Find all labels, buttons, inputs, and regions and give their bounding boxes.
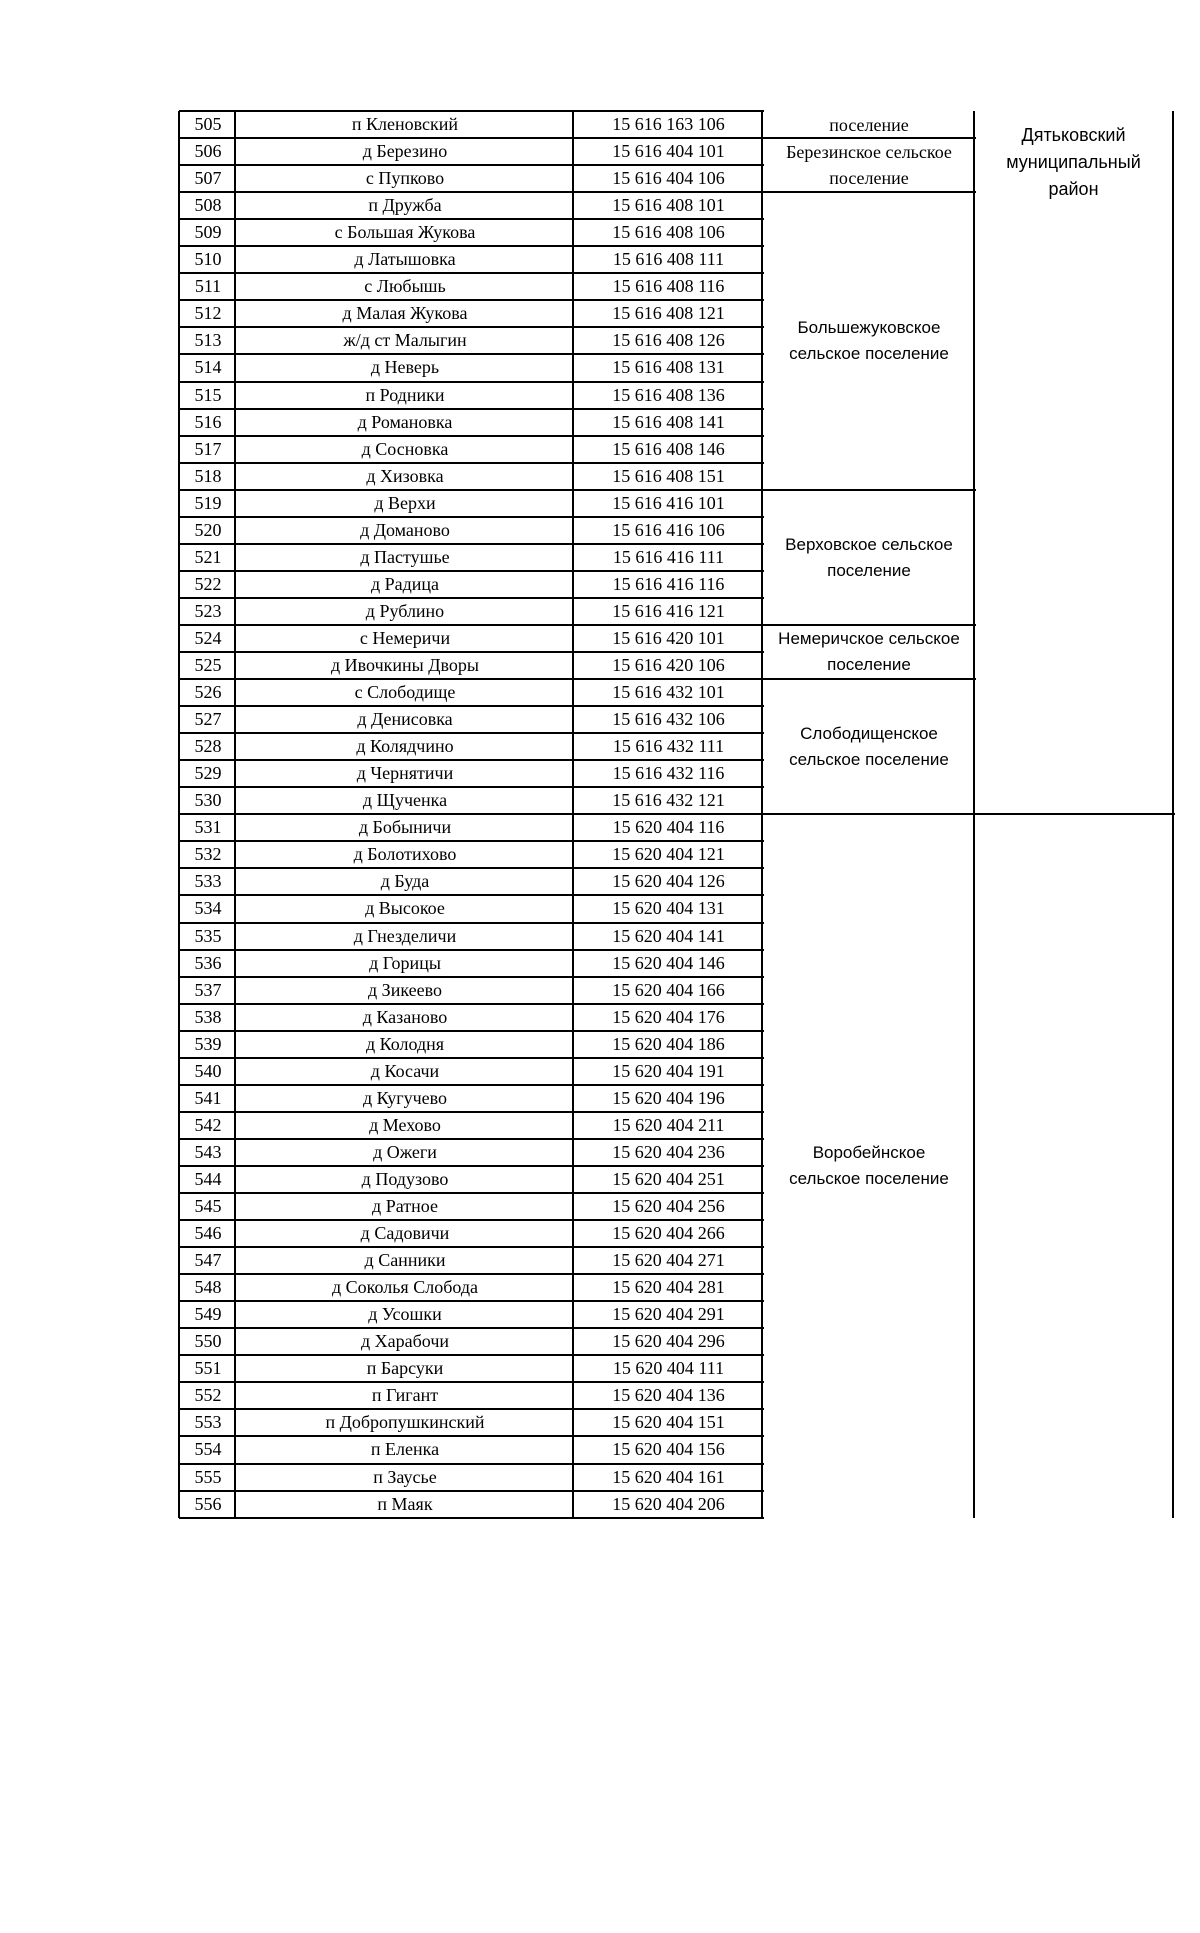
row-divider xyxy=(179,759,764,761)
row-divider xyxy=(179,678,764,680)
settlement-cell xyxy=(764,192,974,490)
row-num-cell: 516 xyxy=(194,412,222,432)
row-code-cell: 15 620 404 186 xyxy=(612,1034,725,1054)
row-num-cell: 526 xyxy=(194,682,222,702)
row-num-cell: 523 xyxy=(194,601,222,621)
row-name-cell: д Колодня xyxy=(365,1034,445,1054)
row-num-cell: 556 xyxy=(194,1494,222,1514)
row-num-cell: 519 xyxy=(194,493,222,513)
row-divider xyxy=(179,381,764,383)
row-divider xyxy=(179,1219,764,1221)
row-divider xyxy=(179,1111,764,1113)
row-name-cell: с Любышь xyxy=(364,276,446,296)
row-code-cell: 15 620 404 151 xyxy=(612,1412,725,1432)
row-num-cell: 528 xyxy=(194,736,222,756)
row-name-cell: д Высокое xyxy=(365,898,445,918)
row-divider xyxy=(179,786,764,788)
row-name-cell: п Заусье xyxy=(373,1467,437,1487)
row-code-cell: 15 616 420 106 xyxy=(612,655,725,675)
row-num-cell: 540 xyxy=(194,1061,222,1081)
row-num-cell: 507 xyxy=(194,168,222,188)
row-num-cell: 549 xyxy=(194,1304,222,1324)
row-divider xyxy=(179,353,764,355)
row-divider xyxy=(179,543,764,545)
row-name-cell: п Кленовский xyxy=(351,114,459,134)
row-name-cell: п Барсуки xyxy=(366,1358,444,1378)
row-name-cell: д Садовичи xyxy=(360,1223,450,1243)
row-divider xyxy=(179,867,764,869)
row-divider xyxy=(179,191,764,193)
row-code-cell: 15 616 163 106 xyxy=(612,114,725,134)
row-num-cell: 517 xyxy=(194,439,222,459)
row-code-cell: 15 620 404 206 xyxy=(612,1494,725,1514)
row-name-cell: п Гигант xyxy=(371,1385,439,1405)
row-num-cell: 552 xyxy=(194,1385,222,1405)
row-divider xyxy=(179,489,764,491)
row-divider xyxy=(179,245,764,247)
row-num-cell: 508 xyxy=(194,195,222,215)
row-name-cell: п Дружба xyxy=(368,195,442,215)
row-code-cell: 15 616 408 121 xyxy=(612,303,725,323)
row-num-cell: 543 xyxy=(194,1142,222,1162)
row-divider xyxy=(179,326,764,328)
column-divider xyxy=(761,111,763,1518)
row-name-cell: д Косачи xyxy=(370,1061,440,1081)
row-divider xyxy=(179,1246,764,1248)
row-num-cell: 522 xyxy=(194,574,222,594)
row-name-cell: д Соколья Слобода xyxy=(331,1277,478,1297)
settlement-name-line: сельское поселение xyxy=(789,749,949,769)
row-name-cell: д Ожеги xyxy=(373,1142,437,1162)
row-name-cell: п Маяк xyxy=(377,1494,433,1514)
row-code-cell: 15 616 420 101 xyxy=(612,628,725,648)
row-name-cell: д Гнезделичи xyxy=(353,926,457,946)
row-name-cell: д Зикеево xyxy=(368,980,442,1000)
row-divider xyxy=(179,1057,764,1059)
row-code-cell: 15 620 404 126 xyxy=(612,871,725,891)
row-name-cell: ж/д ст Малыгин xyxy=(343,330,467,350)
settlement-name-line: сельское поселение xyxy=(789,344,949,363)
row-num-cell: 535 xyxy=(194,926,222,946)
row-code-cell: 15 620 404 211 xyxy=(612,1115,725,1135)
row-code-cell: 15 620 404 131 xyxy=(612,898,725,918)
district-cell xyxy=(976,112,1171,212)
row-code-cell: 15 620 404 111 xyxy=(612,1358,725,1378)
row-num-cell: 539 xyxy=(194,1034,222,1054)
row-divider xyxy=(179,1300,764,1302)
row-name-cell: д Доманово xyxy=(360,520,450,540)
row-code-cell: 15 616 408 101 xyxy=(612,195,725,215)
row-num-cell: 553 xyxy=(194,1412,222,1432)
settlement-name-line: Немеричское сельское xyxy=(778,629,960,648)
row-code-cell: 15 620 404 156 xyxy=(612,1439,725,1459)
row-code-cell: 15 616 432 106 xyxy=(612,709,725,729)
settlement-name-line: поселение xyxy=(829,114,909,135)
row-code-cell: 15 620 404 251 xyxy=(612,1169,725,1189)
district-name-line: муниципальный xyxy=(1006,151,1141,172)
row-name-cell: с Слободище xyxy=(354,682,456,702)
row-name-cell: д Буда xyxy=(380,871,430,891)
row-divider xyxy=(179,624,764,626)
row-divider xyxy=(179,1165,764,1167)
row-divider xyxy=(179,435,764,437)
row-code-cell: 15 620 404 136 xyxy=(612,1385,725,1405)
row-divider xyxy=(179,840,764,842)
row-code-cell: 15 616 404 106 xyxy=(612,168,725,188)
row-divider xyxy=(179,651,764,653)
row-num-cell: 533 xyxy=(194,871,222,891)
row-name-cell: с Немеричи xyxy=(359,628,451,648)
row-num-cell: 514 xyxy=(194,357,222,377)
row-num-cell: 531 xyxy=(194,817,222,837)
row-name-cell: п Родники xyxy=(365,385,445,405)
row-code-cell: 15 620 404 166 xyxy=(612,980,725,1000)
column-divider xyxy=(973,111,975,1518)
row-code-cell: 15 620 404 196 xyxy=(612,1088,725,1108)
row-code-cell: 15 620 404 281 xyxy=(612,1277,725,1297)
row-num-cell: 542 xyxy=(194,1115,222,1135)
row-code-cell: 15 616 408 151 xyxy=(612,466,725,486)
settlement-name-line: Березинское сельское xyxy=(786,142,952,162)
row-name-cell: д Подузово xyxy=(361,1169,449,1189)
district-divider xyxy=(974,813,1175,815)
row-name-cell: д Колядчино xyxy=(356,736,454,756)
row-code-cell: 15 616 432 101 xyxy=(612,682,725,702)
row-num-cell: 545 xyxy=(194,1196,222,1216)
row-code-cell: 15 620 404 296 xyxy=(612,1331,725,1351)
row-divider xyxy=(179,1138,764,1140)
row-name-cell: д Денисовка xyxy=(357,709,453,729)
row-divider xyxy=(179,218,764,220)
row-code-cell: 15 616 408 131 xyxy=(612,357,725,377)
row-name-cell: д Романовка xyxy=(357,412,453,432)
row-name-cell: д Ивочкины Дворы xyxy=(331,655,479,675)
row-code-cell: 15 616 408 126 xyxy=(612,330,725,350)
row-code-cell: 15 620 404 191 xyxy=(612,1061,725,1081)
district-name-line: район xyxy=(1048,178,1099,199)
row-num-cell: 513 xyxy=(194,330,222,350)
row-name-cell: д Щученка xyxy=(362,790,448,810)
left-border xyxy=(178,111,180,1518)
settlement-name-line: Большежуковское xyxy=(797,318,941,337)
row-divider xyxy=(179,922,764,924)
row-divider xyxy=(179,462,764,464)
row-num-cell: 532 xyxy=(194,844,222,864)
row-name-cell: с Большая Жукова xyxy=(334,222,476,242)
row-code-cell: 15 616 408 116 xyxy=(612,276,725,296)
row-num-cell: 511 xyxy=(194,276,222,296)
row-code-cell: 15 620 404 266 xyxy=(612,1223,725,1243)
row-divider xyxy=(179,1517,764,1519)
row-divider xyxy=(179,1435,764,1437)
row-divider xyxy=(179,1490,764,1492)
row-divider xyxy=(179,110,764,112)
settlement-name-line: сельское поселение xyxy=(789,1169,949,1188)
settlement-name-line: Воробейнское xyxy=(812,1143,926,1162)
row-code-cell: 15 616 432 116 xyxy=(612,763,725,783)
row-num-cell: 546 xyxy=(194,1223,222,1243)
row-divider xyxy=(179,1327,764,1329)
settlement-cell xyxy=(764,138,974,192)
row-name-cell: д Латышовка xyxy=(354,249,456,269)
row-code-cell: 15 620 404 141 xyxy=(612,926,725,946)
row-num-cell: 509 xyxy=(194,222,222,242)
row-divider xyxy=(179,1463,764,1465)
row-num-cell: 530 xyxy=(194,790,222,810)
settlement-cell xyxy=(764,679,974,814)
row-code-cell: 15 620 404 236 xyxy=(612,1142,725,1162)
row-divider xyxy=(179,732,764,734)
row-code-cell: 15 616 408 136 xyxy=(612,385,725,405)
row-name-cell: д Радица xyxy=(370,574,440,594)
row-code-cell: 15 616 416 101 xyxy=(612,493,725,513)
row-name-cell: п Добропушкинский xyxy=(325,1412,485,1432)
row-num-cell: 505 xyxy=(194,114,222,134)
row-num-cell: 544 xyxy=(194,1169,222,1189)
row-divider xyxy=(179,137,764,139)
row-divider xyxy=(179,516,764,518)
row-name-cell: д Кугучево xyxy=(362,1088,448,1108)
row-code-cell: 15 620 404 256 xyxy=(612,1196,725,1216)
row-num-cell: 515 xyxy=(194,385,222,405)
row-num-cell: 512 xyxy=(194,303,222,323)
row-num-cell: 525 xyxy=(194,655,222,675)
row-num-cell: 548 xyxy=(194,1277,222,1297)
row-name-cell: д Мехово xyxy=(369,1115,441,1135)
row-divider xyxy=(179,299,764,301)
row-divider xyxy=(179,164,764,166)
row-num-cell: 520 xyxy=(194,520,222,540)
row-divider xyxy=(179,570,764,572)
row-num-cell: 510 xyxy=(194,249,222,269)
settlement-name-line: поселение xyxy=(827,560,911,580)
row-code-cell: 15 620 404 121 xyxy=(612,844,725,864)
row-name-cell: п Еленка xyxy=(370,1439,440,1459)
row-divider xyxy=(179,408,764,410)
row-num-cell: 529 xyxy=(194,763,222,783)
row-name-cell: д Березино xyxy=(362,141,448,161)
row-divider xyxy=(179,1192,764,1194)
settlement-cell xyxy=(764,814,974,1518)
district-name-line: Дятьковский xyxy=(1021,124,1126,145)
row-divider xyxy=(179,894,764,896)
row-num-cell: 527 xyxy=(194,709,222,729)
row-num-cell: 518 xyxy=(194,466,222,486)
settlement-cell xyxy=(764,111,974,138)
row-code-cell: 15 620 404 116 xyxy=(612,817,725,837)
row-num-cell: 555 xyxy=(194,1467,222,1487)
row-divider xyxy=(179,272,764,274)
row-divider xyxy=(179,1354,764,1356)
row-divider xyxy=(179,597,764,599)
row-name-cell: д Горицы xyxy=(369,953,441,973)
row-divider xyxy=(179,1273,764,1275)
row-name-cell: д Пастушье xyxy=(360,547,450,567)
row-code-cell: 15 616 416 116 xyxy=(612,574,725,594)
row-code-cell: 15 616 432 121 xyxy=(612,790,725,810)
right-border xyxy=(1172,111,1174,1518)
row-name-cell: с Пупково xyxy=(365,168,445,188)
row-name-cell: д Санники xyxy=(364,1250,446,1270)
settlement-name-line: Слободищенское xyxy=(800,723,938,743)
settlement-cell xyxy=(764,490,974,625)
settlement-name-line: Верховское сельское xyxy=(785,534,953,554)
row-code-cell: 15 620 404 161 xyxy=(612,1467,725,1487)
row-num-cell: 538 xyxy=(194,1007,222,1027)
row-code-cell: 15 620 404 176 xyxy=(612,1007,725,1027)
row-name-cell: д Казаново xyxy=(362,1007,448,1027)
settlement-name-line: поселение xyxy=(827,655,911,674)
row-divider xyxy=(179,1030,764,1032)
row-name-cell: д Чернятичи xyxy=(356,763,454,783)
column-divider xyxy=(234,111,236,1518)
settlement-cell xyxy=(764,625,974,679)
settlement-name-line: поселение xyxy=(829,168,909,188)
row-num-cell: 541 xyxy=(194,1088,222,1108)
row-divider xyxy=(179,1003,764,1005)
row-num-cell: 554 xyxy=(194,1439,222,1459)
row-num-cell: 537 xyxy=(194,980,222,1000)
row-num-cell: 524 xyxy=(194,628,222,648)
row-num-cell: 521 xyxy=(194,547,222,567)
row-num-cell: 534 xyxy=(194,898,222,918)
row-divider xyxy=(179,1381,764,1383)
row-name-cell: д Сосновка xyxy=(361,439,449,459)
row-code-cell: 15 616 408 106 xyxy=(612,222,725,242)
row-divider xyxy=(179,813,764,815)
row-name-cell: д Неверь xyxy=(370,357,440,377)
row-num-cell: 506 xyxy=(194,141,222,161)
row-divider xyxy=(179,949,764,951)
row-name-cell: д Хизовка xyxy=(366,466,444,486)
row-code-cell: 15 616 432 111 xyxy=(612,736,725,756)
row-name-cell: д Усошки xyxy=(368,1304,442,1324)
row-code-cell: 15 616 408 141 xyxy=(612,412,725,432)
row-code-cell: 15 620 404 146 xyxy=(612,953,725,973)
column-divider xyxy=(572,111,574,1518)
row-divider xyxy=(179,976,764,978)
row-num-cell: 550 xyxy=(194,1331,222,1351)
row-name-cell: д Малая Жукова xyxy=(342,303,468,323)
row-code-cell: 15 616 416 111 xyxy=(612,547,725,567)
row-code-cell: 15 620 404 271 xyxy=(612,1250,725,1270)
row-code-cell: 15 616 416 106 xyxy=(612,520,725,540)
row-num-cell: 536 xyxy=(194,953,222,973)
row-name-cell: д Ратное xyxy=(372,1196,438,1216)
row-divider xyxy=(179,1408,764,1410)
row-code-cell: 15 620 404 291 xyxy=(612,1304,725,1324)
row-name-cell: д Рублино xyxy=(365,601,445,621)
row-code-cell: 15 616 404 101 xyxy=(612,141,725,161)
row-divider xyxy=(179,705,764,707)
row-name-cell: д Бобыничи xyxy=(358,817,452,837)
row-code-cell: 15 616 408 111 xyxy=(612,249,725,269)
row-code-cell: 15 616 416 121 xyxy=(612,601,725,621)
row-name-cell: д Болотихово xyxy=(353,844,457,864)
row-num-cell: 551 xyxy=(194,1358,222,1378)
row-name-cell: д Верхи xyxy=(374,493,436,513)
row-name-cell: д Харабочи xyxy=(360,1331,449,1351)
row-code-cell: 15 616 408 146 xyxy=(612,439,725,459)
row-divider xyxy=(179,1084,764,1086)
row-num-cell: 547 xyxy=(194,1250,222,1270)
